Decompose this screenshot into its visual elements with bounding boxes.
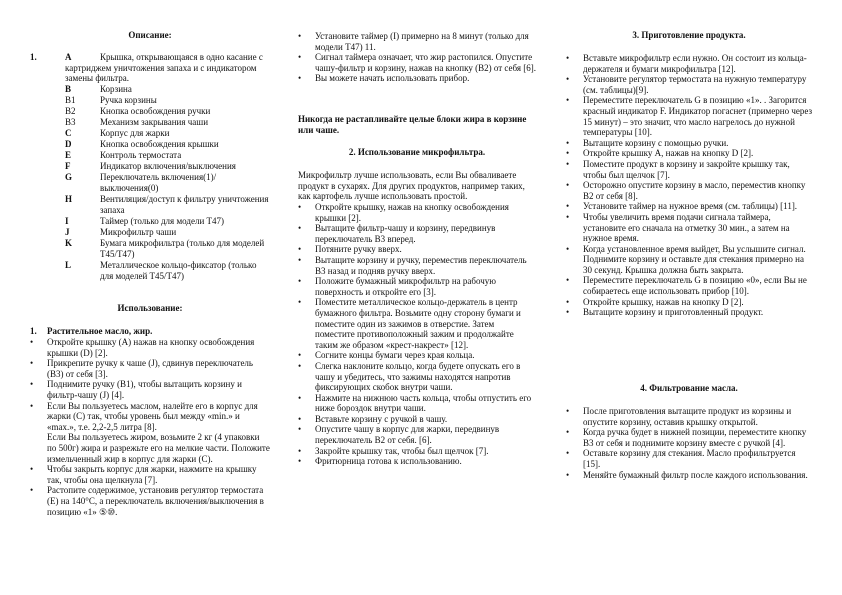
list-item: • Вытащите корзину и приготовленный продукт. — [566, 307, 812, 318]
list-item: • Установите таймер на нужное время (см. таблицы) [11]. — [566, 201, 812, 212]
legend-key: B3 — [65, 117, 76, 127]
legend-key: K — [65, 238, 73, 248]
legend-text: Механизм закрывания чаши — [100, 117, 209, 127]
legend-key: A — [65, 52, 72, 62]
list-item: • Чтобы закрыть корпус для жарки, нажмите на крышку так, чтобы она щелкнула [7]. — [30, 464, 270, 485]
legend-key: E — [65, 150, 72, 160]
list-item: • Поместите металлическое кольцо-держатель в центр бумажного фильтра. Возьмите одну сторону бумаги и поместите один из зажимов в отверстие. Затем поместите противоположный зажим и продолжайте таким же образом «крест-накрест» [12]. — [298, 297, 536, 350]
list-item: • Когда ручка будет в нижней позиции, переместите кнопку В3 от себя и поднимите корзину вместе с ручкой [4]. — [566, 427, 812, 448]
legend-text: Вентиляция/доступ к фильтру уничтожения запаха — [100, 194, 269, 215]
legend-text: Микрофильтр чаши — [100, 227, 177, 237]
list-item: • Откройте крышку (А) нажав на кнопку освобождения крышки (D) [2]. — [30, 337, 270, 358]
list-item: • Слегка наклоните кольцо, когда будете опускать его в чашу и убедитесь, что зажимы находятся напротив фиксирующих скобок внутри чаши. — [298, 361, 536, 393]
legend-text-a: Крышка, открывающаяся в одно касание с картриджем уничтожения запаха и с индикатором замены фильтра. — [65, 52, 263, 84]
legend-text: Ручка корзины — [100, 95, 157, 105]
list-item: • Вставьте микрофильтр если нужно. Он состоит из кольца-держателя и бумаги микрофильтра [12]. — [566, 53, 812, 74]
list-item: • Потяните ручку вверх. — [298, 244, 536, 255]
description-heading: Описание: — [128, 30, 172, 40]
list-item: • Чтобы увеличить время подачи сигнала таймера, установите его сначала на отметку 30 мин., а затем на нужное время. — [566, 212, 812, 244]
fat-note: Если Вы пользуетесь жиром, возьмите 2 кг (4 упаковки по 500г) жира и разрежьте его на мелкие части. Положите измельченный жир в корпус для жарки (С). — [47, 432, 270, 464]
legend-key: H — [65, 194, 73, 204]
legend-key: B — [65, 84, 72, 94]
subsection-number: 1. — [30, 326, 37, 336]
usage-heading: Использование: — [117, 303, 183, 313]
list-item: • Откройте крышку, нажав на кнопку D [2]. — [566, 297, 812, 308]
section-2-heading: 2. Использование микрофильтра. — [348, 147, 486, 157]
list-item: • Нажмите на нижнюю часть кольца, чтобы отпустить его ниже бороздок внутри чаши. — [298, 393, 536, 414]
legend-text: Контроль термостата — [100, 150, 182, 160]
list-item: • Фритюрница готова к использованию. — [298, 456, 536, 467]
legend-text: Корпус для жарки — [100, 128, 170, 138]
section-4-heading: 4. Фильтрование масла. — [640, 383, 738, 393]
list-item: • Переместите переключатель G в позицию «0», если Вы не собираетесь еще использовать прибор [10]. — [566, 275, 812, 296]
list-item: • Вытащите фильтр-чашу и корзину, передвинув переключатель В3 вперед. — [298, 223, 536, 244]
list-item: • Переместите переключатель G в позицию «1». . Загорится красный индикатор F. Индикатор погаснет (примерно через 15 минут) – это значит, что масло нагрелось до нужной температуры [10]. — [566, 95, 812, 137]
list-item: • Вытащите корзину и ручку, переместив переключатель В3 назад и подняв ручку вверх. — [298, 255, 536, 276]
legend-text: Кнопка освобождения крышки — [100, 139, 219, 149]
list-item: • Прикрепите ручку к чаше (J), сдвинув переключатель (В3) от себя [3]. — [30, 358, 270, 379]
list-item: • Положите бумажный микрофильтр на рабочую поверхность и откройте его [3]. — [298, 276, 536, 297]
list-item: • Если Вы пользуетесь маслом, налейте его в корпус для жарки (С) так, чтобы уровень был между «min.» и «max.», т.е. 2,2-2,5 литра [8]. — [30, 401, 270, 433]
list-item: • Откройте крышку А, нажав на кнопку D [2]. — [566, 148, 812, 159]
list-item: • Установите регулятор термостата на нужную температуру (см. таблицы)[9]. — [566, 74, 812, 95]
legend-text: Корзина — [100, 84, 132, 94]
legend-text: Металлическое кольцо-фиксатор (только для моделей T45/T47) — [100, 260, 257, 281]
list-item: • Когда установленное время выйдет, Вы услышите сигнал. Поднимите корзину и оставьте для стекания примерно на 30 секунд. Крышка должна быть закрыта. — [566, 244, 812, 276]
section-3-heading: 3. Приготовление продукта. — [632, 30, 746, 40]
legend-key: I — [65, 216, 69, 226]
list-item: • Согните концы бумаги через края кольца. — [298, 350, 536, 361]
legend-text: Таймер (только для модели T47) — [100, 216, 225, 226]
list-item: • Оставьте корзину для стекания. Масло профильтруется [15]. — [566, 448, 812, 469]
list-item: • Меняйте бумажный фильтр после каждого использования. — [566, 470, 812, 481]
list-item: • Вытащите корзину с помощью ручки. — [566, 138, 812, 149]
legend-key: F — [65, 161, 71, 171]
subsection-title: Растительное масло, жир. — [47, 326, 153, 336]
legend-key: L — [65, 260, 72, 270]
list-item: • Сигнал таймера означает, что жир растопился. Опустите чашу-фильтр и корзину, нажав на кнопку (В2) от себя [6]. — [298, 52, 536, 73]
legend-text: Переключатель включения(1)/выключения(0) — [100, 172, 217, 193]
list-item: • Закройте крышку так, чтобы был щелчок [7]. — [298, 446, 536, 457]
list-item: • Растопите содержимое, установив регулятор термостата (Е) на 140°С, а переключатель включения/выключения в позицию «1» ⑤⑩. — [30, 485, 270, 517]
list-item: • После приготовления вытащите продукт из корзины и опустите корзину, оставив крышку открытой. — [566, 406, 812, 427]
legend-key: J — [65, 227, 70, 237]
list-item: • Установите таймер (I) примерно на 8 минут (только для модели T47) 11. — [298, 31, 536, 52]
subsection-1-title — [30, 326, 270, 337]
legend-key: G — [65, 172, 73, 182]
list-item: • Поднимите ручку (В1), чтобы вытащить корзину и фильтр-чашу (J) [4]. — [30, 379, 270, 400]
legend-key: B2 — [65, 106, 76, 116]
list-item: • Осторожно опустите корзину в масло, переместив кнопку В2 от себя [8]. — [566, 180, 812, 201]
legend-text: Бумага микрофильтра (только для моделей T45/T47) — [100, 238, 265, 259]
legend-text: Индикатор включения/выключения — [100, 161, 236, 171]
legend-key: D — [65, 139, 72, 149]
legend-key: C — [65, 128, 72, 138]
list-item: • Опустите чашу в корпус для жарки, передвинув переключатель В2 от себя. [6]. — [298, 424, 536, 445]
list-item: • Откройте крышку, нажав на кнопку освобождения крышки [2]. — [298, 202, 536, 223]
legend-key: B1 — [65, 95, 76, 105]
list-item: • Вставьте корзину с ручкой в чашу. — [298, 414, 536, 425]
legend-text: Кнопка освобождения ручки — [100, 106, 211, 116]
microfilter-intro: Микрофильтр лучше использовать, если Вы обваливаете продукт в сухарях. Для других продуктов, например таких, как картофель лучше использовать простой. — [298, 170, 525, 202]
list-item: • Поместите продукт в корзину и закройте крышку так, чтобы был щелчок [7]. — [566, 159, 812, 180]
warning-text: Никогда не растапливайте целые блоки жира в корзине или чаше. — [298, 114, 527, 135]
legend-number: 1. — [30, 52, 37, 62]
list-item: • Вы можете начать использовать прибор. — [298, 73, 536, 84]
